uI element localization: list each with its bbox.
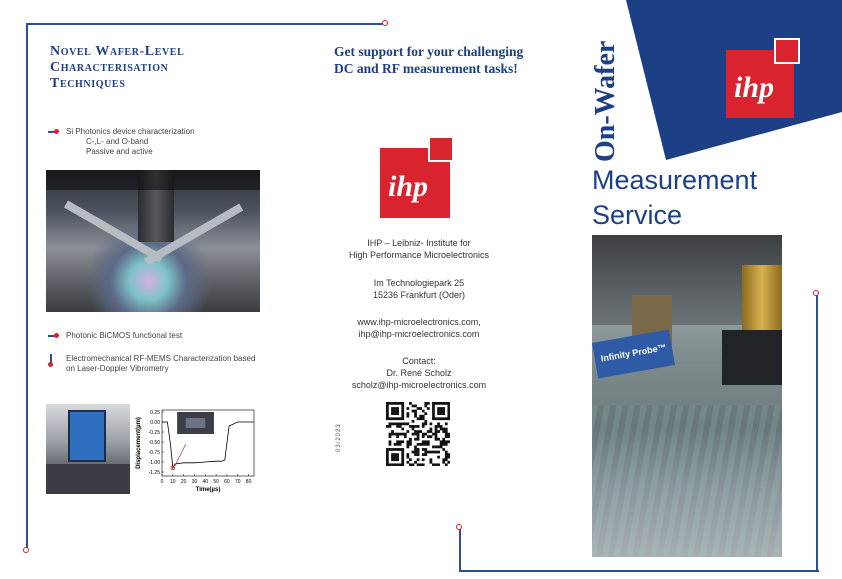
frame-line-mid-vert	[459, 527, 461, 571]
frame-dot	[382, 20, 388, 26]
address-line: 15236 Frankfurt (Oder)	[372, 290, 466, 300]
bullet-marker-icon	[48, 333, 60, 339]
probe-station-photo	[46, 170, 260, 312]
x-tick-label: 40	[202, 479, 209, 485]
title-service: Service	[592, 200, 683, 230]
frame-dot	[813, 290, 819, 296]
address-line: Im Technologiepark 25	[373, 278, 465, 288]
frame-line-left	[26, 23, 28, 550]
heading-line-2: Characterisation	[50, 60, 169, 75]
bullet-title: Si Photonics device characterization	[66, 127, 195, 136]
frame-dot	[23, 547, 29, 553]
x-tick-label: 80	[245, 479, 252, 485]
contact-block	[316, 355, 522, 391]
bullet-si-photonics	[48, 127, 195, 157]
frame-line-right	[816, 293, 818, 571]
contact-email[interactable]: scholz@ihp-microelectronics.com	[351, 380, 487, 390]
bullet-sub: on Laser-Doppler Vibrometry	[66, 364, 169, 373]
frame-line-top	[26, 23, 385, 25]
y-tick-label: -0.50	[148, 440, 160, 446]
support-headline: Get support for your challenging DC and RF measurement tasks!	[334, 44, 524, 76]
y-tick-label: 0.00	[150, 420, 160, 426]
y-tick-label: -1.00	[148, 460, 160, 466]
heading-line-3: Techniques	[50, 76, 126, 91]
bullet-title: Electromechanical RF-MEMS Characterization based	[66, 354, 256, 363]
x-tick-label: 50	[213, 479, 219, 485]
x-tick-label: 30	[191, 479, 198, 485]
date-code: 03/2023	[336, 423, 342, 452]
y-tick-label: -1.25	[148, 470, 160, 476]
displacement-chart	[132, 404, 260, 496]
x-tick-label: 10	[170, 479, 176, 485]
address-institute	[316, 237, 522, 261]
address-street	[316, 277, 522, 301]
ihp-logo-middle	[380, 148, 450, 218]
instrument-shape	[68, 410, 106, 462]
probe-label: Infinity Probe™	[599, 342, 668, 364]
logo-text: ihp	[734, 71, 775, 104]
x-tick-label: 20	[180, 479, 187, 485]
logo-corner-square	[774, 38, 800, 64]
x-tick-label: 0	[160, 479, 164, 485]
heading-line-1: Novel Wafer-Level	[50, 44, 185, 59]
bullet-title: Photonic BiCMOS functional test	[66, 331, 183, 340]
y-axis-label: Displacement(µm)	[136, 417, 142, 469]
email-link[interactable]: ihp@ihp-microelectronics.com	[358, 329, 480, 339]
y-tick-label: -0.25	[148, 430, 160, 436]
bullet-sub: C-,L- and O-band	[86, 137, 149, 146]
probe-card	[592, 329, 675, 378]
ihp-logo-right	[726, 50, 794, 118]
y-tick-label: -0.75	[148, 450, 160, 456]
frame-line-mid-bottom	[459, 570, 819, 572]
inset-image-detail	[186, 418, 205, 428]
frame-dot	[456, 524, 462, 530]
logo-corner-square	[428, 136, 454, 162]
logo-text: ihp	[388, 170, 429, 203]
contact-name: Dr. René Scholz	[386, 368, 452, 378]
x-tick-label: 60	[224, 479, 230, 485]
bullet-rf-mems	[48, 354, 255, 374]
address-line: IHP – Leibniz- Institute for	[367, 238, 471, 248]
qr-code[interactable]	[386, 402, 450, 466]
bullet-marker-icon	[48, 354, 54, 368]
title-on-wafer: On-Wafer	[590, 40, 621, 162]
address-line: High Performance Microelectronics	[348, 250, 490, 260]
y-tick-label: 0.25	[150, 410, 160, 416]
vibrometer-photo	[46, 404, 130, 494]
x-tick-label: 70	[234, 479, 241, 485]
bullet-marker-icon	[48, 129, 60, 135]
web-contact	[316, 316, 522, 340]
bullet-sub: Passive and active	[86, 147, 153, 156]
title-measurement: Measurement	[592, 165, 758, 195]
section-heading	[50, 44, 270, 92]
website-link[interactable]: www.ihp-microelectronics.com,	[357, 317, 481, 327]
probe-closeup-photo	[592, 235, 782, 557]
contact-label: Contact:	[402, 356, 436, 366]
x-axis-label: Time(µs)	[195, 487, 221, 493]
bullet-photonic-bicmos	[48, 331, 182, 341]
